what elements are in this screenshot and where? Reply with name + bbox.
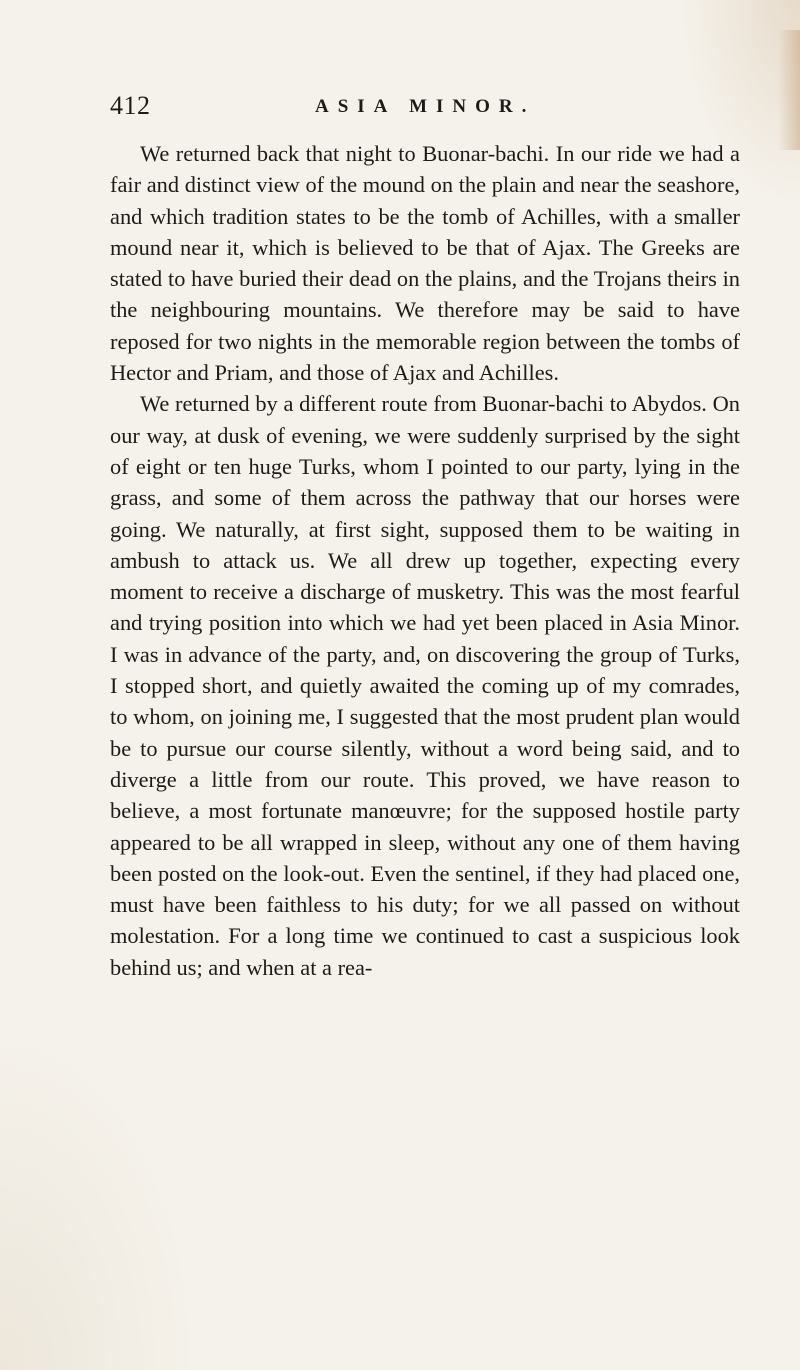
paragraph-1: We returned back that night to Buonar-bachi. In our ride we had a fair and distinct view of the mound on the plain and near the seashore, and which tradition states to be the tomb of Achilles, with a smaller mound near it, which is believed to be that of Ajax. The Greeks are stated to have buried their dead on the plains, and the Trojans theirs in the neighbouring mountains. We therefore may be said to have reposed for two nights in the memorable region between the tombs of Hector and Priam, and those of Ajax and Achilles. [110,141,740,386]
running-head [110,88,710,124]
page-number: 412 [110,91,151,120]
body-text [110,138,740,983]
paragraph-2: We returned by a different route from Buonar-bachi to Abydos. On our way, at dusk of evening, we were suddenly surprised by the sight of eight or ten huge Turks, whom I pointed to our party, lying in the grass, and some of them across the pathway that our horses were going. We naturally, at first sight, supposed them to be waiting in ambush to attack us. We all drew up together, expecting every moment to receive a discharge of musketry. This was the most fearful and trying position into which we had yet been placed in Asia Minor. I was in advance of the party, and, on discovering the group of Turks, I stopped short, and quietly awaited the coming up of my comrades, to whom, on joining me, I suggested that the most prudent plan would be to pursue our course silently, without a word being said, and to diverge a little from our route. This proved, we have reason to believe, a most fortunate manœuvre; for the supposed hostile party appeared to be all wrapped in sleep, without any one of them having been posted on the look-out. Even the sentinel, if they had placed one, must have been faithless to his duty; for we all passed on without molestation. For a long time we continued to cast a suspicious look behind us; and when at a rea- [110,391,740,980]
running-title: ASIA MINOR. [315,96,536,117]
page-edge-stain [778,30,800,150]
